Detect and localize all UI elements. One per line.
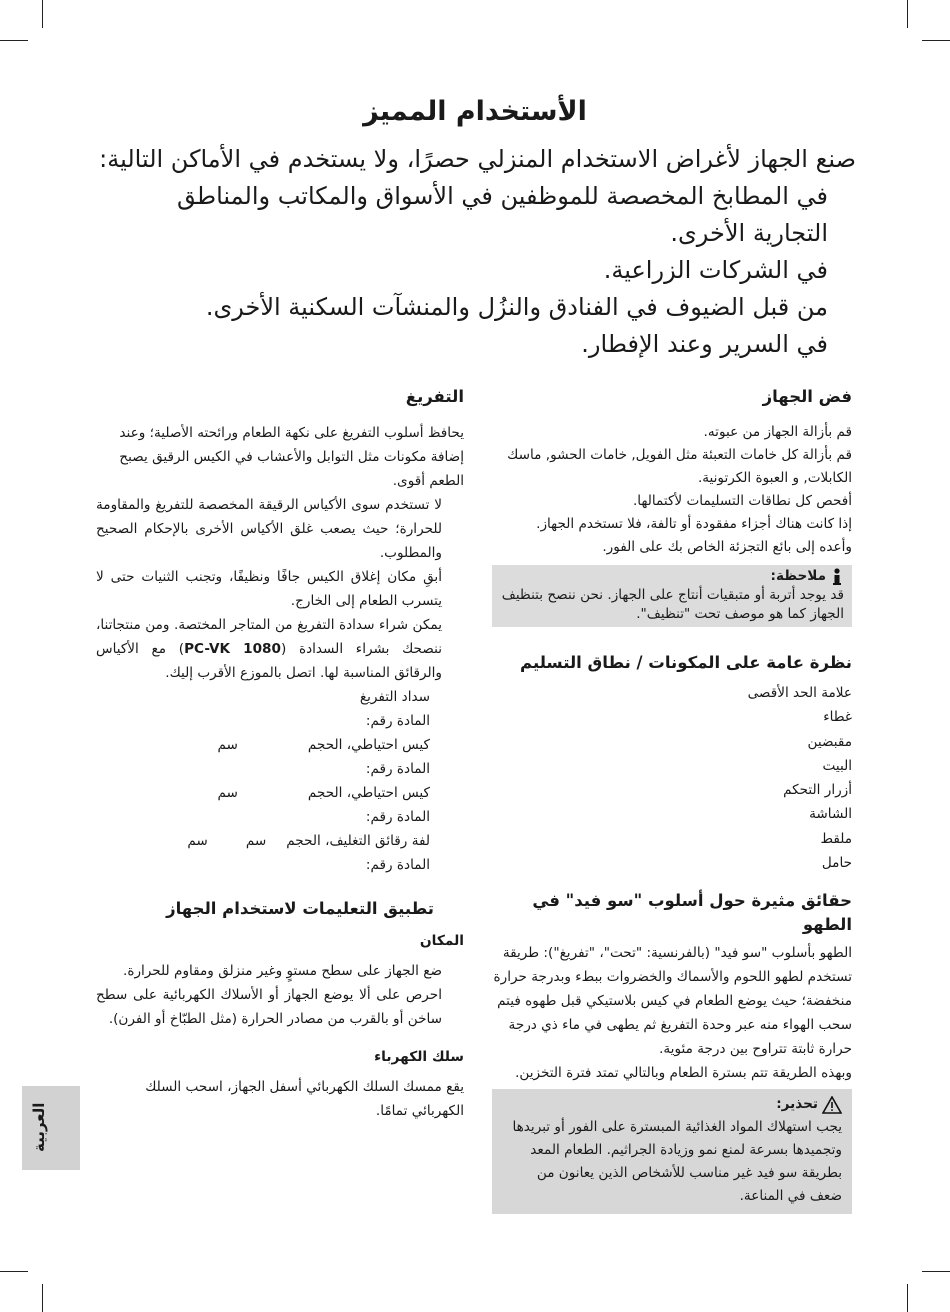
crop-mark — [0, 1271, 28, 1272]
purchase-text-end: ) مع الأكياس والرقائق المناسبة لها. اتصل بالموزع الأقرب إليك. — [96, 641, 442, 681]
sousvide-text: الطهو بأسلوب "سو فيد" (بالفرنسية: "تحت"، "تفريغ"): طريقة تستخدم لطهو اللحوم والأسماك والخضروات ببطء وبدرجة حرارة منخفضة؛ حيث يوضع الطعام في كيس بلاستيكي قبل طهوه فيتم سحب الهواء منه عبر وحدة التفريغ ثم يطهى في ماء ذي درجة حرارة ثابتة تتراوح بين درجة مئوية. — [493, 945, 852, 1058]
vacuum-intro: يحافظ أسلوب التفريغ على نكهة الطعام ورائحته الأصلية؛ وعند إضافة مكونات مثل التوابل والأعشاب في الكيس الرقيق يصبح الطعم أقوى. — [119, 425, 464, 489]
cable-heading: سلك الكهرباء — [374, 1049, 464, 1065]
accessory-unit: سم — [217, 737, 238, 753]
accessory-label: المادة رقم: — [365, 809, 430, 825]
vacuum-tip: لا تستخدم سوى الأكياس الرقيقة المخصصة للتفريغ والمقاومة للحرارة؛ حيث يصعب غلق الأكياس الأخرى بالإحكام الصحيح والمطلوب. — [96, 497, 442, 561]
list-item: ملقط — [820, 830, 852, 847]
accessory-label: لفة رقائق التغليف، الحجم — [286, 833, 430, 849]
crop-mark — [922, 1271, 950, 1272]
warning-box — [492, 1089, 852, 1214]
cable-text: يقع ممسك السلك الكهربائي أسفل الجهاز، اسحب السلك الكهربائي تمامًا. — [145, 1079, 464, 1119]
accessory-label: كيس احتياطي، الحجم — [307, 785, 430, 801]
intended-use-lead: صنع الجهاز لأغراض الاستخدام المنزلي حصرًا، ولا يستخدم في الأماكن التالية: — [99, 145, 856, 173]
list-item: إذا كانت هناك أجزاء مفقودة أو تالفة، فلا تستخدم الجهاز. — [536, 516, 852, 532]
list-item: من قبل الضيوف في الفنادق والنزُل والمنشآت السكنية الأخرى. — [205, 293, 828, 321]
location-item: احرص على ألا يوضع الجهاز أو الأسلاك الكهربائية على سطح ساخن أو بالقرب من مصادر الحرارة (مثل الطبّاخ أو الفرن). — [96, 987, 442, 1027]
accessory-label: سداد التفريغ — [359, 689, 430, 705]
warning-text: يجب استهلاك المواد الغذائية المبسترة على الفور أو تبريدها وتجميدها بسرعة لمنع نمو وزيادة الجراثيم. الطعام المعد بطريقة سو فيد غير مناسب للأشخاص الذين يعانون من ضعف في المناعة. — [512, 1119, 842, 1205]
unpack-steps — [492, 421, 852, 559]
info-icon — [830, 568, 844, 586]
model-number: PC-VK 1080 — [184, 641, 281, 657]
sousvide-heading: حقائق مثيرة حول أسلوب "سو فيد" في الطهو — [532, 891, 852, 935]
right-column — [492, 385, 852, 1214]
accessory-label: المادة رقم: — [365, 857, 430, 873]
crop-mark — [42, 0, 43, 28]
crop-mark — [907, 0, 908, 28]
instructions-heading: تطبيق التعليمات لاستخدام الجهاز — [166, 899, 434, 918]
warning-triangle-icon — [822, 1096, 842, 1114]
list-item: في السرير وعند الإفطار. — [581, 330, 828, 358]
crop-mark — [42, 1284, 43, 1312]
accessory-unit: سم — [245, 833, 267, 849]
list-item: قم بأزالة كل خامات التعبئة مثل الفويل, خامات الحشو, ماسك الكابلات, و العبوة الكرتونية. — [507, 447, 852, 486]
crop-mark — [907, 1284, 908, 1312]
intended-use-section — [96, 140, 856, 363]
restricted-places-list — [96, 178, 856, 363]
crop-mark — [922, 40, 950, 41]
accessories-list — [96, 685, 464, 877]
left-column — [96, 385, 464, 1123]
list-item: الشاشة — [809, 806, 852, 823]
list-item: قم بأزالة الجهاز من عبوته. — [703, 424, 852, 440]
list-item — [96, 829, 430, 853]
accessory-label: المادة رقم: — [365, 761, 430, 777]
language-tab-label: العربية — [30, 1102, 48, 1152]
note-title: ملاحظة: — [770, 568, 826, 584]
list-item — [96, 685, 430, 709]
list-item: غطاء — [823, 709, 852, 726]
accessory-label: كيس احتياطي، الحجم — [307, 737, 430, 753]
location-item: ضع الجهاز على سطح مستوٍ وغير منزلق ومقاوم للحرارة. — [123, 963, 442, 979]
sousvide-text-2: وبهذه الطريقة تتم بسترة الطعام وبالتالي تمتد فترة التخزين. — [515, 1065, 852, 1082]
list-item: في الشركات الزراعية. — [603, 256, 828, 284]
list-item — [96, 781, 430, 805]
list-item — [96, 853, 430, 877]
purchase-text-start: يمكن شراء سدادة التفريغ من المتاجر المختصة. ومن منتجاتنا، ننصحك بشراء السدادة ( — [96, 617, 442, 657]
list-item — [96, 709, 430, 733]
note-text: قد يوجد أتربة أو متبقيات أنتاج على الجهاز. نحن ننصح بتنظيف الجهاز كما هو موصف تحت "تنظيف". — [501, 587, 844, 622]
list-item: علامة الحد الأقصى — [747, 685, 852, 701]
warning-title: تحذير: — [776, 1096, 818, 1113]
list-item — [96, 805, 430, 829]
list-item: حامل — [821, 855, 852, 872]
page-title: الأستخدام المميز — [363, 96, 587, 127]
note-box — [492, 565, 852, 627]
list-item: وأعده إلى بائع التجزئة الخاص بك على الفور. — [602, 539, 852, 555]
list-item — [96, 757, 430, 781]
crop-mark — [0, 40, 28, 41]
list-item: مقبضين — [807, 733, 852, 750]
vacuum-tip: أبقِ مكان إغلاق الكيس جافًا ونظيفًا، وتجنب الثنيات حتى لا يتسرب الطعام إلى الخارج. — [96, 569, 442, 609]
accessory-label: المادة رقم: — [365, 713, 430, 729]
parts-list — [492, 681, 852, 875]
list-item: في المطابخ المخصصة للموظفين في الأسواق والمكاتب والمناطق التجارية الأخرى. — [176, 182, 828, 247]
vacuum-heading: التفريغ — [405, 387, 464, 406]
unpack-heading: فض الجهاز — [762, 387, 852, 406]
list-item: أزرار التحكم — [783, 782, 852, 799]
list-item — [96, 733, 430, 757]
overview-heading: نظرة عامة على المكونات / نطاق التسليم — [520, 653, 852, 672]
vacuum-purchase-text — [96, 613, 464, 685]
accessory-unit: سم — [187, 833, 208, 849]
location-heading: المكان — [419, 933, 464, 949]
list-item: البيت — [822, 757, 852, 774]
list-item: أفحص كل نطاقات التسليمات لأكتمالها. — [632, 493, 852, 509]
language-tab — [22, 1086, 80, 1170]
accessory-unit: سم — [217, 785, 238, 801]
